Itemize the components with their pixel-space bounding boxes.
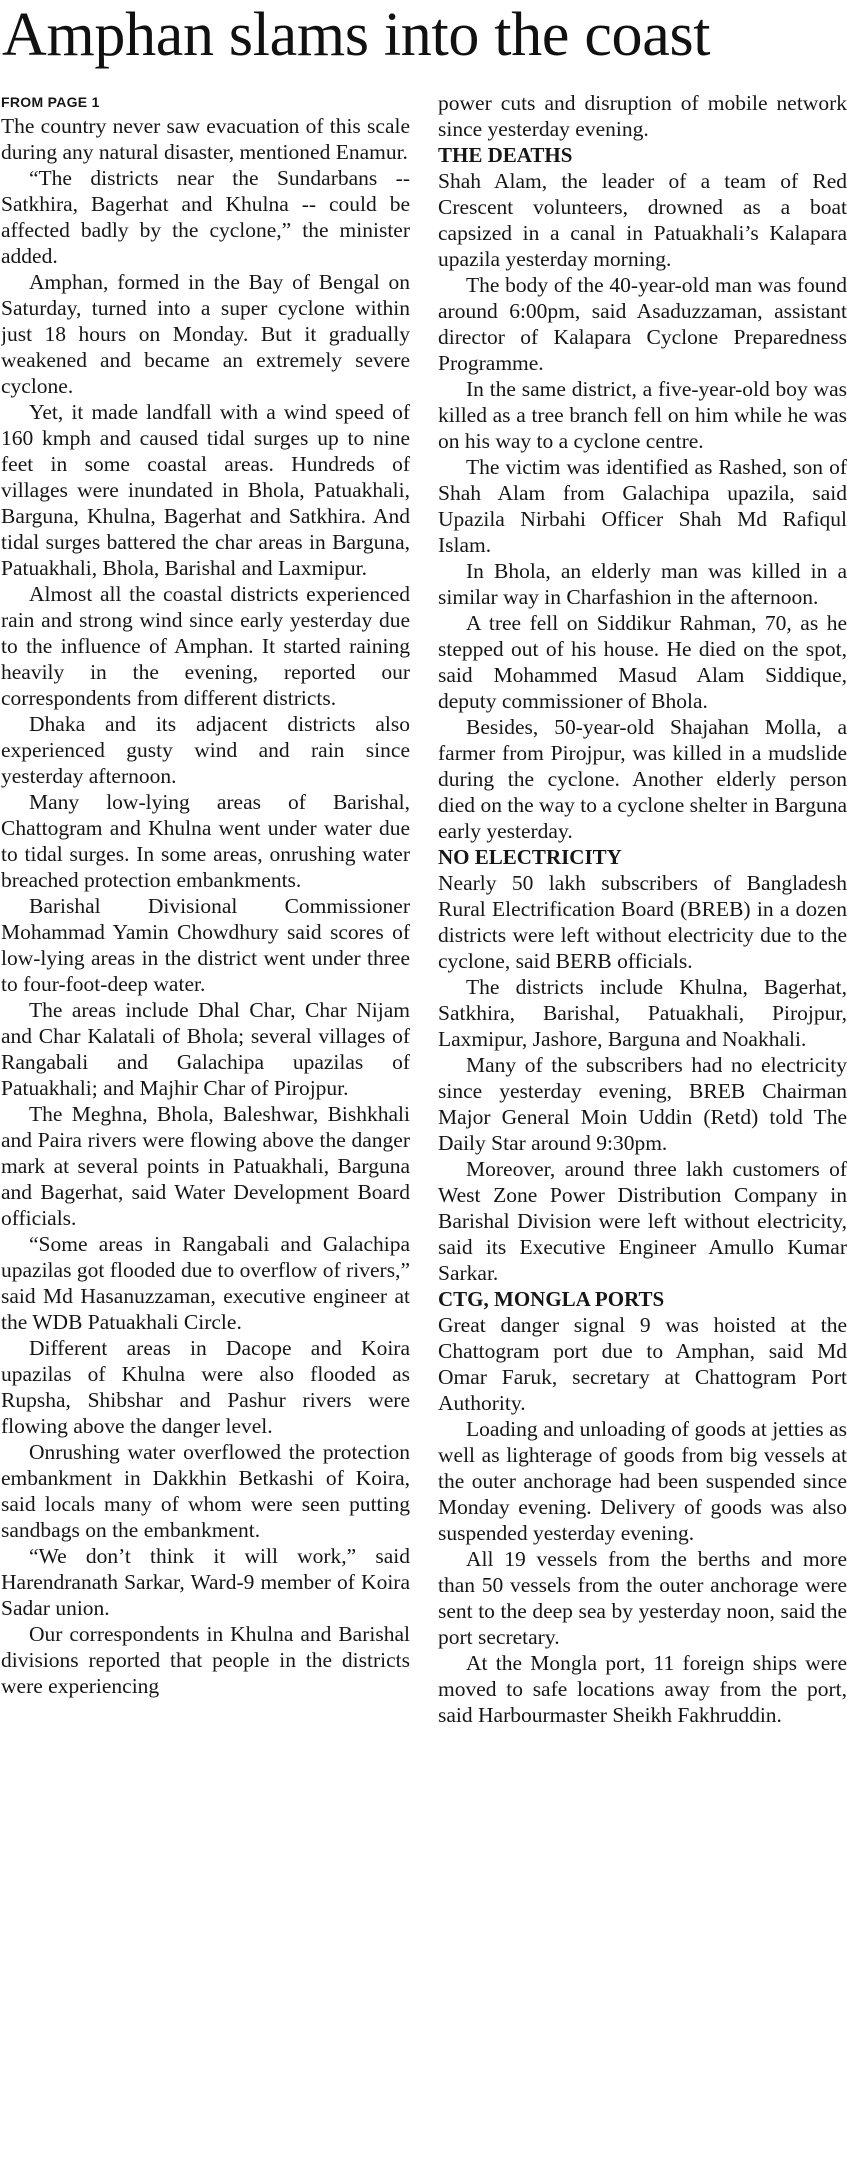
paragraph: In the same district, a five-year-old boy was killed as a tree branch fell on him while he was on his way to a cyclone centre. bbox=[438, 377, 847, 453]
paragraph: In Bhola, an elderly man was killed in a similar way in Charfashion in the afternoon. bbox=[438, 559, 847, 609]
paragraph: Almost all the coastal districts experienced rain and strong wind since early yesterday due to the influence of Amphan. It started raining heavily in the evening, reported our correspondents from different districts. bbox=[1, 582, 410, 710]
paragraph: At the Mongla port, 11 foreign ships were moved to safe locations away from the port, said Harbourmaster Sheikh Fakhruddin. bbox=[438, 1651, 847, 1727]
paragraph: All 19 vessels from the berths and more than 50 vessels from the outer anchorage were sent to the deep sea by yesterday noon, said the port secretary. bbox=[438, 1547, 847, 1649]
paragraph: Besides, 50-year-old Shajahan Molla, a farmer from Pirojpur, was killed in a mudslide during the cyclone. Another elderly person died on the way to a cyclone shelter in Barguna early yesterday. bbox=[438, 715, 847, 843]
paragraph: Barishal Divisional Commissioner Mohammad Yamin Chowdhury said scores of low-lying areas in the district went under three to four-foot-deep water. bbox=[1, 894, 410, 996]
paragraph: Shah Alam, the leader of a team of Red Crescent volunteers, drowned as a boat capsized in a canal in Patuakhali’s Kalapara upazila yesterday morning. bbox=[438, 169, 847, 271]
paragraph: “Some areas in Rangabali and Galachipa upazilas got flooded due to overflow of rivers,” said Md Hasanuzzaman, executive engineer at the WDB Patuakhali Circle. bbox=[1, 1232, 410, 1334]
paragraph: “We don’t think it will work,” said Harendranath Sarkar, Ward-9 member of Koira Sadar union. bbox=[1, 1544, 410, 1620]
paragraph: Loading and unloading of goods at jetties as well as lighterage of goods from big vessels at the outer anchorage had been suspended since Monday evening. Delivery of goods was also suspended yesterday evening. bbox=[438, 1417, 847, 1545]
paragraph: A tree fell on Siddikur Rahman, 70, as he stepped out of his house. He died on the spot, said Mohammed Masud Alam Siddique, deputy commissioner of Bhola. bbox=[438, 611, 847, 713]
article-headline: Amphan slams into the coast bbox=[2, 1, 711, 69]
section-heading-deaths: THE DEATHS bbox=[438, 143, 573, 167]
paragraph: Yet, it made landfall with a wind speed of 160 kmph and caused tidal surges up to nine feet in some coastal areas. Hundreds of villages were inundated in Bhola, Patuakhali, Barguna, Khulna, Bagerhat and Satkhira. And tidal surges battered the char areas in Barguna, Patuakhali, Bhola, Barishal and Laxmipur. bbox=[1, 400, 410, 580]
paragraph: “The districts near the Sundarbans -- Satkhira, Bagerhat and Khulna -- could be affected badly by the cyclone,” the minister added. bbox=[1, 166, 410, 268]
paragraph: The body of the 40-year-old man was found around 6:00pm, said Asaduzzaman, assistant director of Kalapara Cyclone Preparedness Programme. bbox=[438, 273, 847, 375]
paragraph: Moreover, around three lakh customers of West Zone Power Distribution Company in Barishal Division were left without electricity, said its Executive Engineer Amullo Kumar Sarkar. bbox=[438, 1157, 847, 1285]
paragraph: power cuts and disruption of mobile network since yesterday evening. bbox=[438, 91, 847, 141]
paragraph: The areas include Dhal Char, Char Nijam and Char Kalatali of Bhola; several villages of Rangabali and Galachipa upazilas of Patuakhali; and Majhir Char of Pirojpur. bbox=[1, 998, 410, 1100]
paragraph: The victim was identified as Rashed, son of Shah Alam from Galachipa upazila, said Upazila Nirbahi Officer Shah Md Rafiqul Islam. bbox=[438, 455, 847, 557]
paragraph: Nearly 50 lakh subscribers of Bangladesh Rural Electrification Board (BREB) in a dozen districts were left without electricity due to the cyclone, said BERB officials. bbox=[438, 871, 847, 973]
paragraph: Different areas in Dacope and Koira upazilas of Khulna were also flooded as Rupsha, Shibshar and Pashur rivers were flowing above the danger level. bbox=[1, 1336, 410, 1438]
continuation-kicker: FROM PAGE 1 bbox=[1, 94, 100, 110]
paragraph: The districts include Khulna, Bagerhat, Satkhira, Barishal, Patuakhali, Pirojpur, Laxmipur, Jashore, Barguna and Noakhali. bbox=[438, 975, 847, 1051]
paragraph: The country never saw evacuation of this scale during any natural disaster, mentioned Enamur. bbox=[1, 114, 410, 164]
left-column bbox=[1, 90, 410, 2158]
paragraph: Many low-lying areas of Barishal, Chattogram and Khulna went under water due to tidal surges. In some areas, onrushing water breached protection embankments. bbox=[1, 790, 410, 892]
paragraph: Great danger signal 9 was hoisted at the Chattogram port due to Amphan, said Md Omar Faruk, secretary at Chattogram Port Authority. bbox=[438, 1313, 847, 1415]
paragraph: Many of the subscribers had no electricity since yesterday evening, BREB Chairman Major General Moin Uddin (Retd) told The Daily Star around 9:30pm. bbox=[438, 1053, 847, 1155]
section-heading-electricity: NO ELECTRICITY bbox=[438, 845, 622, 869]
right-column bbox=[438, 90, 847, 2158]
section-heading-ports: CTG, MONGLA PORTS bbox=[438, 1287, 665, 1311]
paragraph: The Meghna, Bhola, Baleshwar, Bishkhali and Paira rivers were flowing above the danger mark at several points in Patuakhali, Barguna and Bagerhat, said Water Development Board officials. bbox=[1, 1102, 410, 1230]
paragraph: Dhaka and its adjacent districts also experienced gusty wind and rain since yesterday afternoon. bbox=[1, 712, 410, 788]
paragraph: Amphan, formed in the Bay of Bengal on Saturday, turned into a super cyclone within just 18 hours on Monday. But it gradually weakened and became an extremely severe cyclone. bbox=[1, 270, 410, 398]
paragraph: Onrushing water overflowed the protection embankment in Dakkhin Betkashi of Koira, said locals many of whom were seen putting sandbags on the embankment. bbox=[1, 1440, 410, 1542]
paragraph: Our correspondents in Khulna and Barishal divisions reported that people in the districts were experiencing bbox=[1, 1622, 410, 1698]
